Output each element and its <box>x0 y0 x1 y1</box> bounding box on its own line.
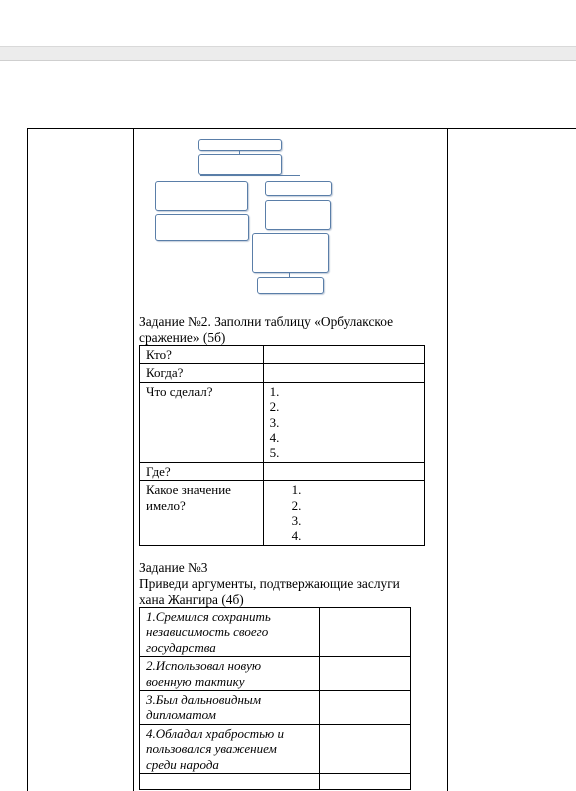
answer-cell[interactable] <box>263 462 424 480</box>
table-row <box>140 608 411 657</box>
argument-line: 2.Использовал новую <box>146 658 262 674</box>
answer-number: 5. <box>269 445 280 461</box>
column-divider-left <box>133 129 134 791</box>
row-question-line: Какое значение <box>146 482 231 498</box>
task3-subtitle: хана Жангира (4б) <box>139 592 244 607</box>
argument-line: 3.Был дальновидным <box>146 692 262 708</box>
argument-cell <box>140 608 320 657</box>
diagram-box-7 <box>252 233 329 273</box>
argument-cell <box>140 724 320 773</box>
answer-number: 1. <box>291 482 302 498</box>
task2-title-line2: сражение» (5б) <box>139 330 226 345</box>
column-divider-right <box>447 129 448 791</box>
answer-number: 1. <box>269 383 280 399</box>
row-question <box>140 481 264 546</box>
diagram-box-5 <box>265 181 332 196</box>
answer-cell[interactable] <box>320 608 411 657</box>
answer-number: 3. <box>291 513 302 529</box>
table-row <box>140 657 411 691</box>
argument-line: военную тактику <box>146 673 245 689</box>
table-row <box>140 364 425 382</box>
answer-number: 4. <box>269 430 280 446</box>
argument-cell <box>140 691 320 725</box>
row-question: Где? <box>140 462 264 480</box>
table-row <box>140 382 425 462</box>
answer-cell[interactable] <box>320 774 411 790</box>
task3-instruction: Приведи аргументы, подтвержающие заслуги <box>139 576 400 591</box>
answer-cell[interactable] <box>263 364 424 382</box>
argument-cell[interactable] <box>140 774 320 790</box>
answer-cell[interactable] <box>320 657 411 691</box>
table-row <box>140 774 411 790</box>
argument-line: 4.Обладал храбростью и <box>146 725 284 741</box>
ruler-bar <box>0 46 576 60</box>
answer-cell[interactable] <box>263 346 424 364</box>
diagram-connector <box>200 175 300 176</box>
row-question: Что сделал? <box>140 382 264 462</box>
diagram-box-8 <box>257 277 324 294</box>
table-row <box>140 346 425 364</box>
answer-number: 3. <box>269 414 280 430</box>
argument-line: среди народа <box>146 756 219 772</box>
diagram-box-6 <box>265 200 331 230</box>
answer-number: 2. <box>291 497 302 513</box>
row-question: Когда? <box>140 364 264 382</box>
table-row <box>140 462 425 480</box>
argument-line: независимость своего <box>146 624 269 640</box>
task3-title: Задание №3 <box>139 560 208 575</box>
top-blank-area <box>0 0 576 46</box>
answer-number: 2. <box>269 399 280 415</box>
orbulak-battle-table <box>139 345 425 546</box>
row-question-line: имело? <box>146 497 186 513</box>
table-row <box>140 691 411 725</box>
answer-number: 4. <box>291 528 302 544</box>
argument-line: 1.Сремился сохранить <box>146 609 271 624</box>
table-row <box>140 724 411 773</box>
answer-cell[interactable] <box>320 691 411 725</box>
argument-line: дипломатом <box>146 707 216 723</box>
diagram-box-1 <box>198 139 282 151</box>
row-question: Кто? <box>140 346 264 364</box>
argument-line: пользовался уважением <box>146 741 277 757</box>
diagram-box-4 <box>155 214 249 241</box>
ruler-divider <box>0 60 576 61</box>
argument-line: государства <box>146 639 216 655</box>
task2-title-line1: Задание №2. Заполни таблицу «Орбулакское <box>139 314 394 329</box>
argument-cell <box>140 657 320 691</box>
answer-cell[interactable] <box>263 481 424 546</box>
table-row <box>140 481 425 546</box>
arguments-table <box>139 607 411 790</box>
diagram-box-2 <box>198 154 282 175</box>
answer-cell[interactable] <box>320 724 411 773</box>
answer-cell[interactable] <box>263 382 424 462</box>
diagram-box-3 <box>155 181 248 211</box>
